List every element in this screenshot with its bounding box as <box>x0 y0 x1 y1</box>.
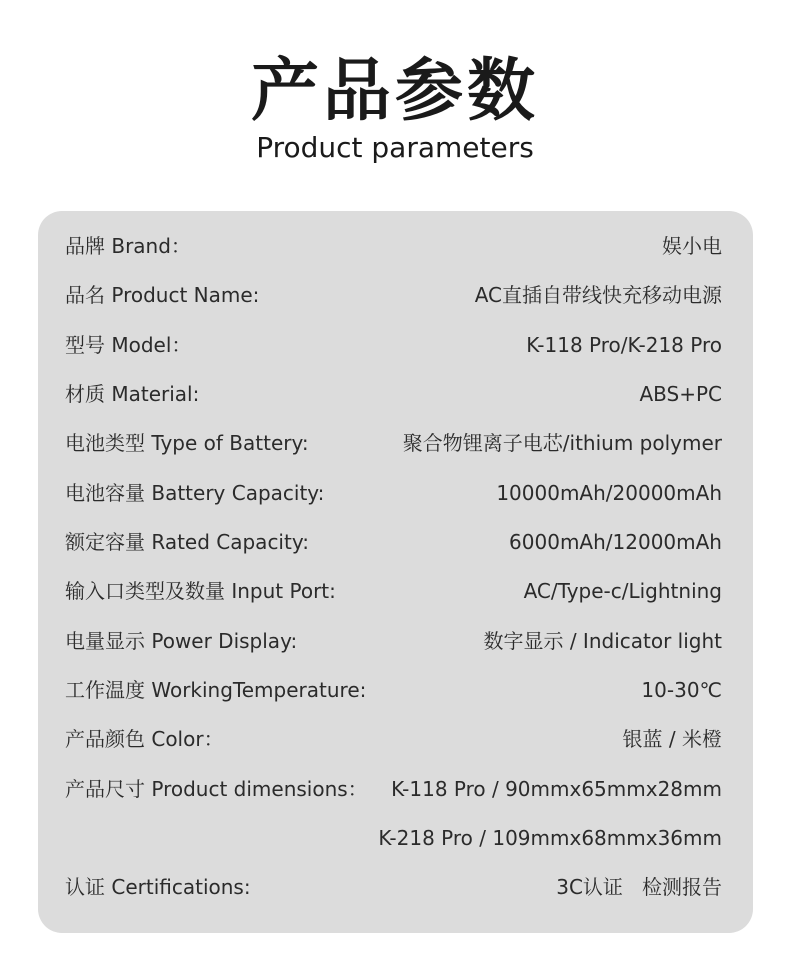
param-label: 产品颜色 Color： <box>65 727 224 751</box>
param-row-battery-capacity <box>65 478 722 508</box>
param-row-input-port <box>65 576 722 606</box>
param-row-product-name <box>65 280 722 310</box>
param-value: 6000mAh/12000mAh <box>509 530 722 554</box>
param-row-certifications <box>65 872 722 902</box>
param-label: 品牌 Brand： <box>65 234 191 258</box>
param-value: 娱小电 <box>662 234 722 258</box>
param-value: AC直插自带线快充移动电源 <box>474 283 722 307</box>
param-row-brand <box>65 231 722 261</box>
page-title-en: Product parameters <box>256 131 534 164</box>
param-label: 电量显示 Power Display: <box>65 629 298 653</box>
param-value: 10-30℃ <box>641 678 722 702</box>
page-title-cn: 产品参数 <box>250 52 539 131</box>
param-value: 3C认证 检测报告 <box>556 875 722 899</box>
param-label: 额定容量 Rated Capacity: <box>65 530 309 554</box>
param-label: 电池容量 Battery Capacity: <box>65 481 325 505</box>
param-value: 10000mAh/20000mAh <box>496 481 722 505</box>
param-label: 工作温度 WorkingTemperature: <box>65 678 367 702</box>
param-row-power-display <box>65 626 722 656</box>
param-label: 材质 Material: <box>65 382 200 406</box>
param-label: 产品尺寸 Product dimensions： <box>65 777 368 801</box>
param-row-battery-type <box>65 428 722 458</box>
param-row-dimensions <box>65 774 722 804</box>
param-row-dimensions-cont <box>65 823 722 853</box>
param-label: 品名 Product Name: <box>65 283 260 307</box>
param-value: K-218 Pro / 109mmx68mmx36mm <box>378 826 722 850</box>
param-value: AC/Type-c/Lightning <box>523 579 722 603</box>
param-label: 电池类型 Type of Battery: <box>65 431 309 455</box>
param-row-rated-capacity <box>65 527 722 557</box>
param-value: ABS+PC <box>639 382 722 406</box>
param-value: 银蓝 / 米橙 <box>622 727 722 751</box>
param-value: K-118 Pro/K-218 Pro <box>526 333 722 357</box>
param-label: 型号 Model： <box>65 333 192 357</box>
param-label: 认证 Certifications: <box>65 875 251 899</box>
param-value: K-118 Pro / 90mmx65mmx28mm <box>391 777 722 801</box>
param-label: 输入口类型及数量 Input Port: <box>65 579 336 603</box>
param-row-material <box>65 379 722 409</box>
param-row-working-temperature <box>65 675 722 705</box>
param-value: 聚合物锂离子电芯/ithium polymer <box>402 431 722 455</box>
param-value: 数字显示 / Indicator light <box>483 629 722 653</box>
param-row-color <box>65 724 722 754</box>
param-row-model <box>65 330 722 360</box>
